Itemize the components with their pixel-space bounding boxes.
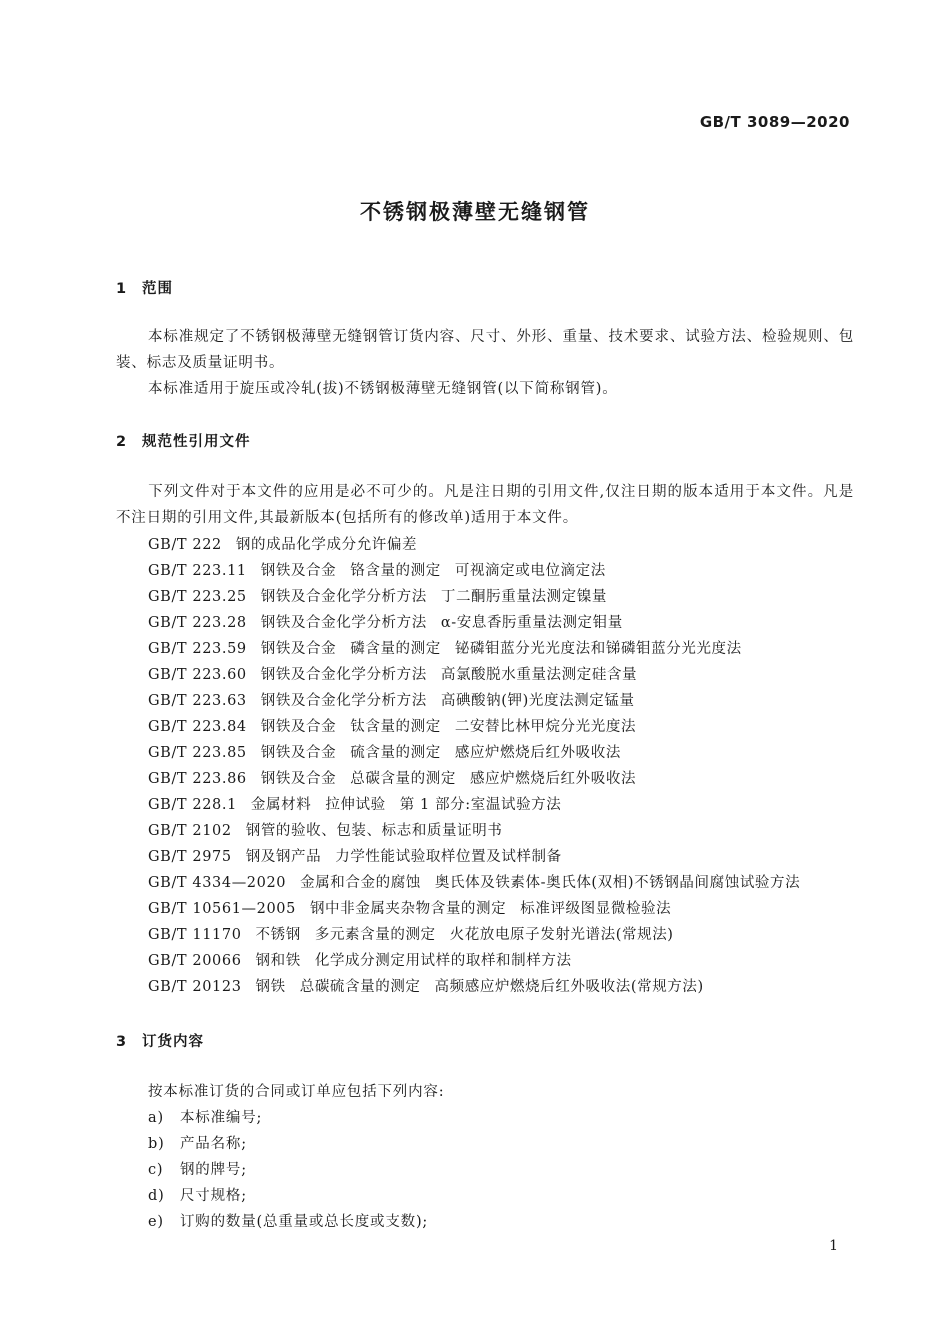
reference-title-part: 钢铁及合金 <box>260 641 337 657</box>
reference-title-part: 钢及钢产品 <box>245 849 322 865</box>
reference-item <box>148 766 868 792</box>
document-title: 不锈钢极薄壁无缝钢管 <box>360 200 590 224</box>
reference-code: GB/T 223.28 <box>148 615 247 631</box>
reference-title-part: 高氯酸脱水重量法测定硅含量 <box>440 667 638 683</box>
list-item-text: 产品名称; <box>180 1136 247 1152</box>
reference-title-part: 钢的成品化学成分允许偏差 <box>235 537 418 553</box>
reference-title-part: 钛含量的测定 <box>350 719 441 735</box>
section-heading-normative <box>116 430 251 451</box>
reference-code: GB/T 223.85 <box>148 745 247 761</box>
reference-code: GB/T 223.60 <box>148 667 247 683</box>
reference-item <box>148 636 868 662</box>
ordering-list-item <box>148 1105 848 1131</box>
ordering-list-item <box>148 1209 848 1235</box>
list-item-text: 尺寸规格; <box>180 1188 247 1204</box>
reference-title-part: 感应炉燃烧后红外吸收法 <box>454 745 621 761</box>
reference-code: GB/T 223.59 <box>148 641 247 657</box>
reference-item <box>148 896 868 922</box>
reference-item <box>148 610 868 636</box>
reference-code: GB/T 228.1 <box>148 797 237 813</box>
ordering-list-item <box>148 1157 848 1183</box>
reference-item <box>148 870 868 896</box>
reference-title-part: 钢铁及合金化学分析方法 <box>260 667 427 683</box>
reference-item <box>148 792 868 818</box>
reference-code: GB/T 20123 <box>148 979 242 995</box>
section-title: 规范性引用文件 <box>142 434 251 450</box>
reference-code: GB/T 20066 <box>148 953 242 969</box>
reference-title-part: 铬含量的测定 <box>350 563 441 579</box>
list-marker: e) <box>148 1214 164 1230</box>
reference-code: GB/T 2102 <box>148 823 232 839</box>
reference-title-part: 钢铁及合金 <box>260 719 337 735</box>
ordering-list <box>148 1105 848 1235</box>
reference-title-part: 感应炉燃烧后红外吸收法 <box>469 771 637 787</box>
ordering-list-item <box>148 1131 848 1157</box>
reference-title-part: 钢和铁 <box>255 953 301 969</box>
reference-item <box>148 714 868 740</box>
list-item-text: 订购的数量(总重量或总长度或支数); <box>180 1214 429 1230</box>
reference-title-part: 钢铁及合金化学分析方法 <box>260 693 427 709</box>
reference-item <box>148 688 868 714</box>
reference-title-part: 钢铁及合金 <box>260 745 337 761</box>
reference-title-part: 奥氏体及铁素体-奥氏体(双相)不锈钢晶间腐蚀试验方法 <box>434 875 801 891</box>
reference-title-part: 可视滴定或电位滴定法 <box>454 563 606 579</box>
reference-code: GB/T 223.84 <box>148 719 247 735</box>
section-heading-ordering <box>116 1030 204 1051</box>
list-item-text: 本标准编号; <box>180 1110 263 1126</box>
scope-paragraph-1 <box>116 324 854 376</box>
reference-code: GB/T 223.86 <box>148 771 247 787</box>
reference-title-part: 二安替比林甲烷分光光度法 <box>454 719 637 735</box>
reference-title-part: 钢管的验收、包装、标志和质量证明书 <box>245 823 503 839</box>
paragraph-text: 本标准规定了不锈钢极薄壁无缝钢管订货内容、尺寸、外形、重量、技术要求、试验方法、检验规则、包装、标志及质量证明书。 <box>116 329 854 371</box>
paragraph-text: 下列文件对于本文件的应用是必不可少的。凡是注日期的引用文件,仅注日期的版本适用于本文件。凡是不注日期的引用文件,其最新版本(包括所有的修改单)适用于本文件。 <box>116 484 854 526</box>
reference-title-part: 高频感应炉燃烧后红外吸收法(常规方法) <box>434 979 704 995</box>
reference-title-part: 丁二酮肟重量法测定镍量 <box>440 589 607 605</box>
reference-item <box>148 818 868 844</box>
section-heading-scope <box>116 277 173 298</box>
reference-code: GB/T 223.25 <box>148 589 247 605</box>
reference-code: GB/T 223.63 <box>148 693 247 709</box>
reference-title-part: 铋磷钼蓝分光光度法和锑磷钼蓝分光光度法 <box>454 641 742 657</box>
list-marker: b) <box>148 1136 165 1152</box>
reference-title-part: 钢铁 <box>255 979 286 995</box>
reference-item <box>148 948 868 974</box>
reference-code: GB/T 10561—2005 <box>148 901 296 917</box>
normative-intro <box>116 479 854 531</box>
ordering-list-item <box>148 1183 848 1209</box>
reference-title-part: 拉伸试验 <box>325 797 386 813</box>
reference-title-part: 多元素含量的测定 <box>314 927 436 943</box>
reference-item <box>148 662 868 688</box>
reference-title-part: 磷含量的测定 <box>350 641 441 657</box>
reference-item <box>148 584 868 610</box>
reference-title-part: 标准评级图显微检验法 <box>520 901 672 917</box>
reference-code: GB/T 4334—2020 <box>148 875 287 891</box>
reference-item <box>148 558 868 584</box>
section-number: 1 <box>116 281 128 297</box>
section-number: 2 <box>116 434 128 450</box>
reference-title-part: 第 1 部分:室温试验方法 <box>399 797 562 813</box>
reference-title-part: 高碘酸钠(钾)光度法测定锰量 <box>440 693 635 709</box>
reference-title-part: 金属和合金的腐蚀 <box>300 875 421 891</box>
list-marker: a) <box>148 1110 164 1126</box>
standard-code: GB/T 3089—2020 <box>699 113 850 131</box>
section-title: 范围 <box>142 281 173 297</box>
reference-title-part: 总碳硫含量的测定 <box>299 979 421 995</box>
reference-title-part: 钢铁及合金 <box>260 563 337 579</box>
section-title: 订货内容 <box>142 1034 204 1050</box>
reference-title-part: 钢铁及合金化学分析方法 <box>260 589 427 605</box>
reference-title-part: 力学性能试验取样位置及试样制备 <box>335 849 562 865</box>
list-marker: d) <box>148 1188 165 1204</box>
reference-code: GB/T 222 <box>148 537 222 553</box>
reference-title-part: 钢铁及合金 <box>260 771 337 787</box>
ordering-intro <box>116 1079 854 1105</box>
reference-title-part: α-安息香肟重量法测定钼量 <box>440 615 623 631</box>
reference-title-part: 钢中非金属夹杂物含量的测定 <box>309 901 507 917</box>
reference-item <box>148 532 868 558</box>
paragraph-text: 本标准适用于旋压或冷轧(拔)不锈钢极薄壁无缝钢管(以下简称钢管)。 <box>148 381 618 397</box>
list-item-text: 钢的牌号; <box>180 1162 247 1178</box>
reference-title-part: 钢铁及合金化学分析方法 <box>260 615 427 631</box>
page-number: 1 <box>829 1238 838 1254</box>
reference-list <box>148 532 868 1000</box>
reference-item <box>148 844 868 870</box>
reference-code: GB/T 11170 <box>148 927 242 943</box>
paragraph-text: 按本标准订货的合同或订单应包括下列内容: <box>148 1084 445 1100</box>
reference-code: GB/T 2975 <box>148 849 232 865</box>
scope-paragraph-2 <box>116 376 854 402</box>
reference-code: GB/T 223.11 <box>148 563 247 579</box>
reference-title-part: 硫含量的测定 <box>350 745 441 761</box>
reference-title-part: 化学成分测定用试样的取样和制样方法 <box>314 953 572 969</box>
list-marker: c) <box>148 1162 164 1178</box>
reference-title-part: 不锈钢 <box>255 927 301 943</box>
reference-title-part: 金属材料 <box>250 797 312 813</box>
reference-title-part: 总碳含量的测定 <box>350 771 456 787</box>
section-number: 3 <box>116 1034 128 1050</box>
reference-item <box>148 740 868 766</box>
reference-title-part: 火花放电原子发射光谱法(常规法) <box>449 927 674 943</box>
reference-item <box>148 922 868 948</box>
reference-item <box>148 974 868 1000</box>
